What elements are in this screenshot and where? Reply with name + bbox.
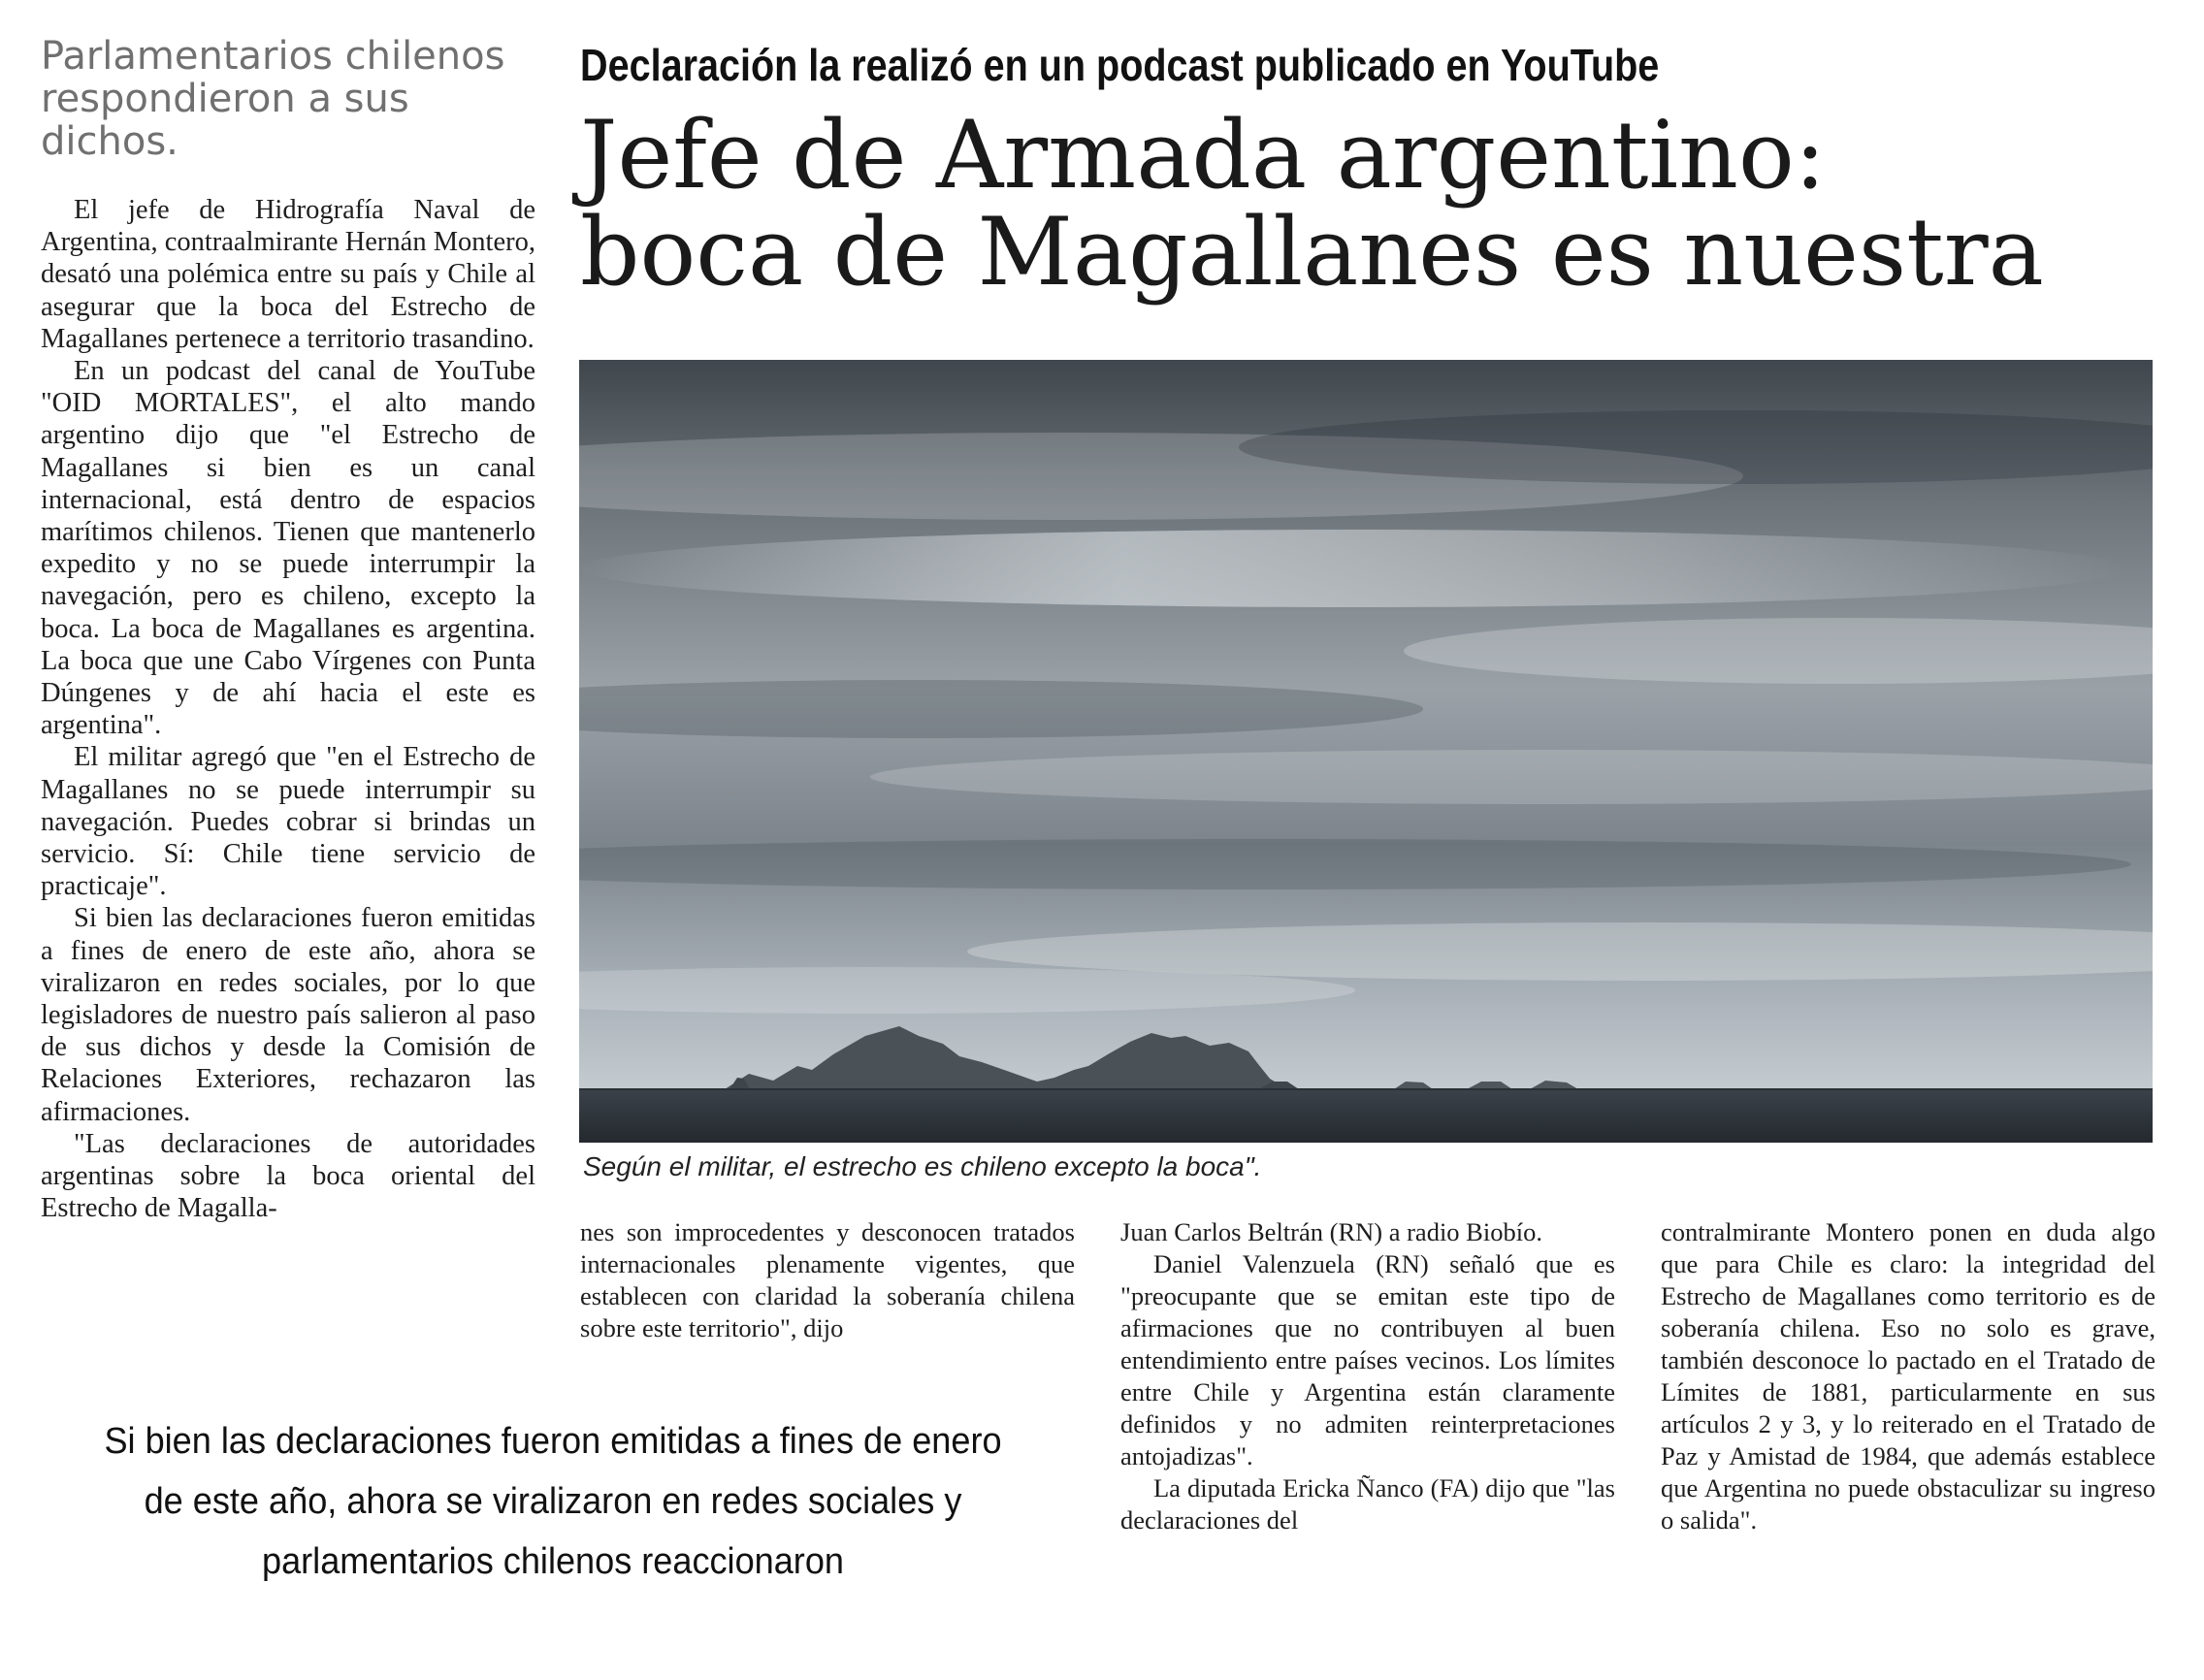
col1-paragraph: "Las declaraciones de autoridades argentinas sobre la boca oriental del Estrecho de Magalla- [41, 1128, 535, 1224]
col1-paragraph: El jefe de Hidrografía Naval de Argentina, contraalmirante Hernán Montero, desató una polémica entre su país y Chile al asegurar que la boca del Estrecho de Magallanes pertenece a territorio trasandino. [41, 195, 535, 354]
article-column-2 [580, 1216, 1075, 1376]
col3-paragraph: La diputada Ericka Ñanco (FA) dijo que "las declaraciones del [1120, 1473, 1615, 1535]
article-column-4 [1661, 1216, 2155, 1633]
col1-paragraph: Si bien las declaraciones fueron emitidas a fines de enero de este año, ahora se viralizaron en redes sociales, por lo que legisladores de nuestro país salieron al paso de sus dichos y desde la Comisión de Relaciones Exteriores, rechazaron las afirmaciones. [41, 903, 535, 1127]
article-column-1 [41, 194, 535, 1377]
article-headline [580, 101, 2204, 307]
headline-line-2: boca de Magallanes es nuestra [580, 198, 2044, 307]
col3-paragraph: Daniel Valenzuela (RN) señaló que es "preocupante que se emitan este tipo de afirmaciones que no contribuyen al buen entendimiento entre países vecinos. Los límites entre Chile y Argentina están claramente definidos y no admiten reinterpretaciones antojadizas". [1120, 1249, 1615, 1470]
photo-caption: Según el militar, el estrecho es chileno excepto la boca". [583, 1151, 1262, 1181]
article-column-3 [1120, 1216, 1615, 1633]
article-photo [579, 360, 2153, 1143]
seascape-illustration [579, 360, 2153, 1143]
headline-line-1: Jefe de Armada argentino: [580, 101, 1827, 210]
col1-paragraph: El militar agregó que "en el Estrecho de Magallanes no se puede interrumpir su navegación. Puedes cobrar si brindas un servicio. Sí: Chile tiene servicio de practicaje". [41, 742, 535, 902]
col1-paragraph: En un podcast del canal de YouTube "OID MORTALES", el alto mando argentino dijo que "el Estrecho de Magallanes si bien es un canal internacional, está dentro de espacios marítimos chilenos. Tienen que mantenerlo expedito y no se puede interrumpir la navegación, pero es chileno, excepto la boca. La boca de Magallanes es argentina. La boca que une Cabo Vírgenes con Punta Dúngenes y de ahí hacia el este es argentina". [41, 356, 535, 741]
article-deck: Parlamentarios chilenos respondieron a sus dichos. [41, 34, 505, 164]
pull-quote: Si bien las declaraciones fueron emitidas a fines de enero de este año, ahora se viralizaron en redes sociales y parlamentarios chilenos reaccionaron [104, 1421, 1002, 1582]
article-kicker: Declaración la realizó en un podcast publicado en YouTube [580, 40, 1660, 90]
col4-paragraph: contralmirante Montero ponen en duda algo que para Chile es claro: la integridad del Estrecho de Magallanes como territorio es de soberanía chilena. Eso no solo es grave, también desconoce lo pactado en el Tratado de Límites de 1881, particularmente en sus artículos 2 y 3, y lo reiterado en el Tratado de Paz y Amistad de 1984, que además establece que Argentina no puede obstaculizar su ingreso o salida". [1661, 1217, 2155, 1535]
col3-paragraph: Juan Carlos Beltrán (RN) a radio Biobío. [1120, 1217, 1542, 1246]
col2-paragraph: nes son improcedentes y desconocen tratados internacionales plenamente vigentes, que establecen con claridad la soberanía chilena sobre este territorio", dijo [580, 1217, 1075, 1342]
